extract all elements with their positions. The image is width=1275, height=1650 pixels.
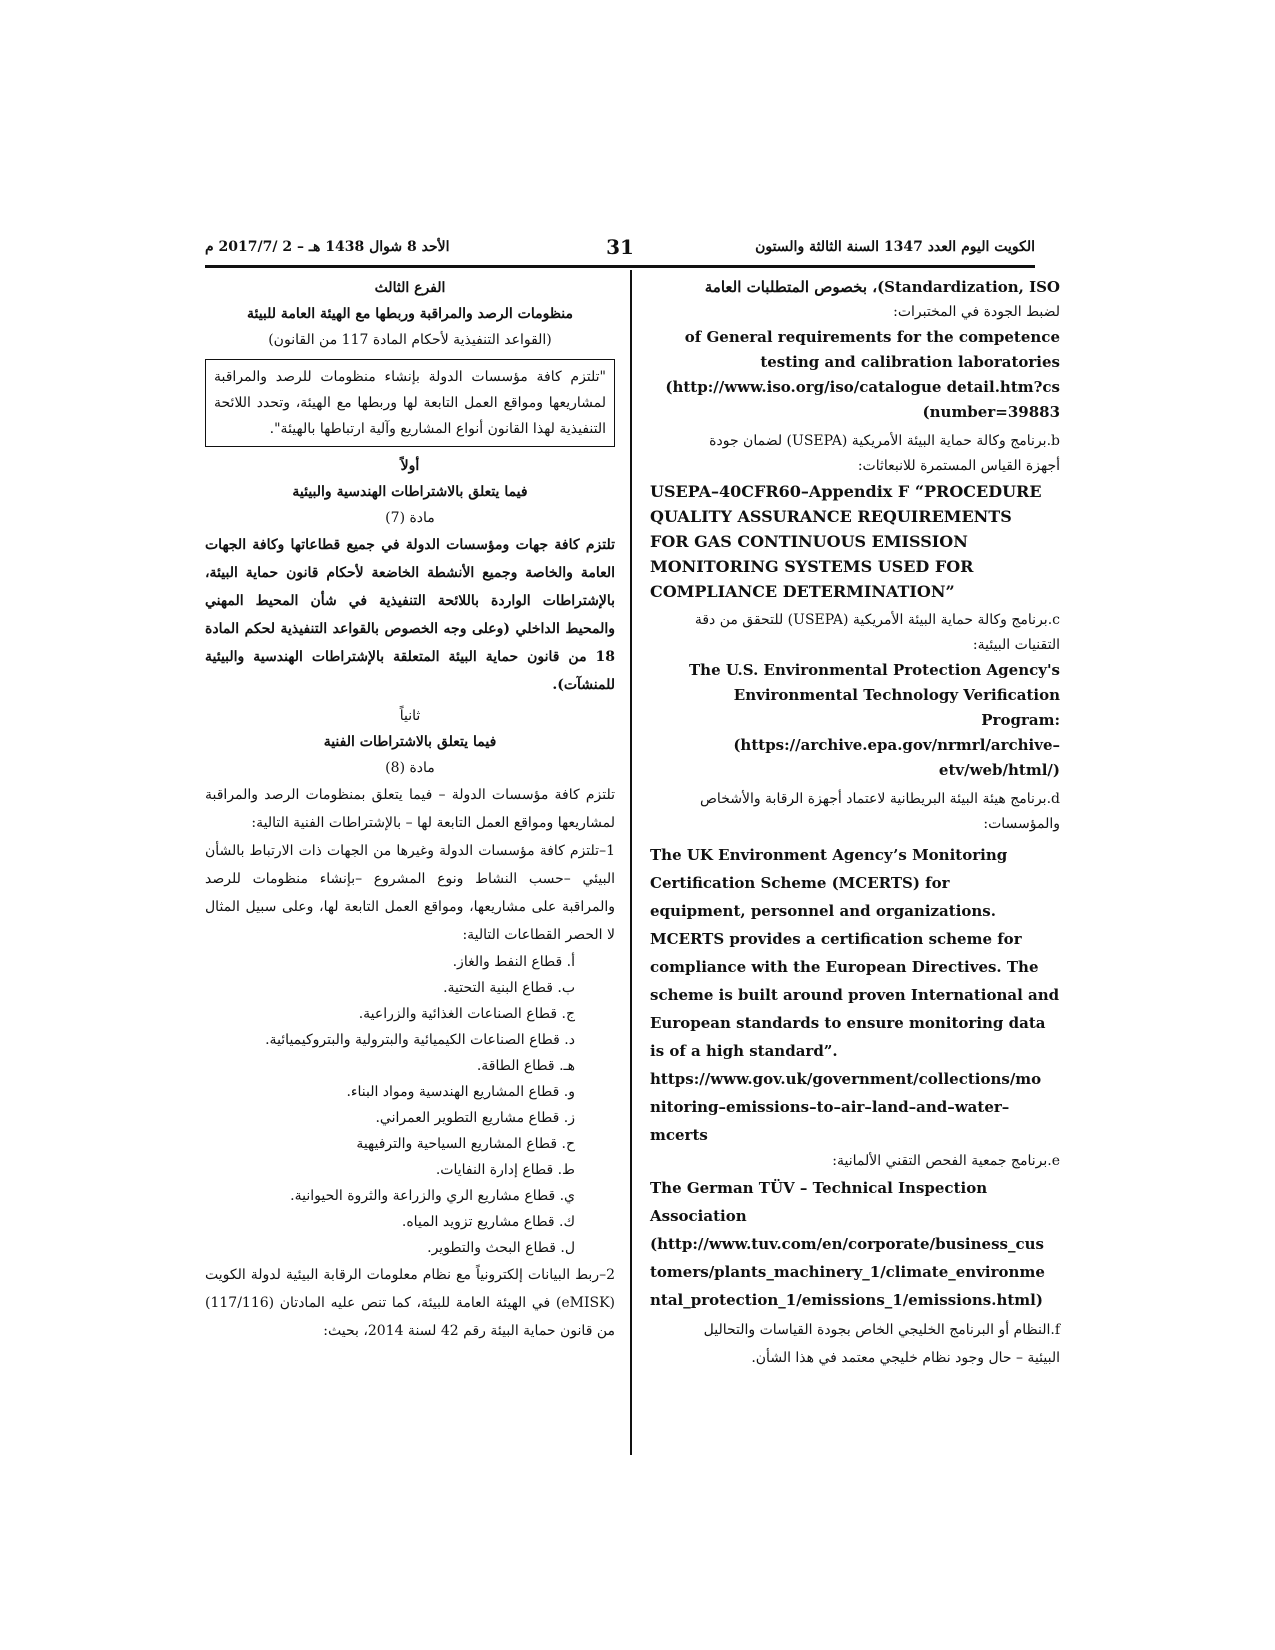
mcerts-2: Certification Scheme (MCERTS) for: [650, 874, 950, 892]
item-b-1: b.برنامج وكالة حماية البيئة الأمريكية (USEPA) لضمان جودة: [709, 433, 1060, 449]
mcerts-8: is of a high standard”.: [650, 1042, 838, 1060]
tuv-url-1: (http://www.tuv.com/en/corporate/business_cus: [650, 1235, 1044, 1253]
etv-2: Environmental Technology Verification: [733, 686, 1060, 704]
iso-intro: Standardization, ISO)، بخصوص المتطلبات العامة: [704, 278, 1060, 296]
list-item: ج. قطاع الصناعات الغذائية والزراعية.: [358, 1006, 575, 1022]
iso-title-2: testing and calibration laboratories: [760, 353, 1060, 371]
list-item: ي. قطاع مشاريع الري والزراعة والثروة الحيوانية.: [290, 1188, 575, 1204]
column-divider: [630, 270, 632, 1455]
article-7-heading: مادة (7): [385, 510, 435, 526]
list-item: ل. قطاع البحث والتطوير.: [427, 1240, 575, 1256]
section-subtitle: منظومات الرصد والمراقبة وربطها مع الهيئة العامة للبيئة: [246, 306, 574, 322]
first-title: فيما يتعلق بالاشتراطات الهندسية والبيئية: [292, 484, 528, 500]
mcerts-3: equipment, personnel and organizations.: [650, 902, 996, 920]
tuv-url-3: ntal_protection_1/emissions_1/emissions.html): [650, 1291, 1043, 1309]
item-f-2: البيئية – حال وجود نظام خليجي معتمد في هذا الشأن.: [751, 1350, 1060, 1366]
header-rule: [205, 265, 1035, 268]
list-item: ز. قطاع مشاريع التطوير العمراني.: [375, 1110, 575, 1126]
law-quote-box: "تلتزم كافة مؤسسات الدولة بإنشاء منظومات للرصد والمراقبة لمشاريعها ومواقع العمل التابعة لها وربطها مع الهيئة، وتحدد اللائحة التنفيذية لهذا القانون أنواع المشاريع وآلية ارتباطها بالهيئة".: [205, 359, 615, 447]
etv-3: Program:: [981, 711, 1060, 729]
item-c-2: التقنيات البيئية:: [972, 637, 1060, 653]
item-d-2: والمؤسسات:: [983, 816, 1060, 832]
sectors-list: [205, 949, 615, 1261]
iso-url-1: (http://www.iso.org/iso/catalogue detail.htm?cs: [665, 378, 1060, 396]
usepa-2: QUALITY ASSURANCE REQUIREMENTS: [650, 507, 1012, 526]
first-heading: أولاً: [400, 458, 420, 474]
etv-4: (https://archive.epa.gov/nrmrl/archive–: [733, 736, 1060, 754]
usepa-1: USEPA–40CFR60–Appendix F “PROCEDURE: [650, 482, 1042, 501]
etv-5: etv/web/html/): [938, 761, 1060, 779]
list-item: ك. قطاع مشاريع تزويد المياه.: [401, 1214, 575, 1230]
iso-intro-2: لضبط الجودة في المختبرات:: [893, 304, 1060, 320]
item-f-1: f.النظام أو البرنامج الخليجي الخاص بجودة القياسات والتحاليل: [703, 1322, 1060, 1338]
list-item: هـ. قطاع الطاقة.: [476, 1058, 575, 1074]
list-item: د. قطاع الصناعات الكيميائية والبترولية والبتروكيميائية.: [265, 1032, 575, 1048]
item-b-2: أجهزة القياس المستمرة للانبعاثات:: [857, 458, 1060, 474]
list-item: ط. قطاع إدارة النفايات.: [435, 1162, 575, 1178]
mcerts-url-3: mcerts: [650, 1126, 708, 1144]
tuv-1: The German TÜV – Technical Inspection: [650, 1179, 988, 1197]
mcerts-1: The UK Environment Agency’s Monitoring: [650, 846, 1008, 864]
tuv-url-2: tomers/plants_machinery_1/climate_environme: [650, 1263, 1045, 1281]
mcerts-6: scheme is built around proven International and: [650, 986, 1060, 1004]
mcerts-4: MCERTS provides a certification scheme for: [650, 930, 1022, 948]
etv-1: The U.S. Environmental Protection Agency's: [689, 661, 1060, 679]
article-8-item-1: 1–تلتزم كافة مؤسسات الدولة وغيرها من الجهات ذات الارتباط بالشأن البيئي –حسب النشاط ونوع المشروع –بإنشاء منظومات للرصد والمراقبة على مشاريعها، ومواقع العمل التابعة لها، وعلى سبيل المثال لا الحصر القطاعات التالية:: [205, 843, 615, 943]
left-column: [205, 275, 615, 1345]
item-c-1: c.برنامج وكالة حماية البيئة الأمريكية (USEPA) للتحقق من دقة: [694, 612, 1060, 628]
list-item: ب. قطاع البنية التحتية.: [443, 980, 575, 996]
usepa-3: FOR GAS CONTINUOUS EMISSION: [650, 532, 968, 551]
page-number: 31: [606, 235, 634, 259]
item-e: e.برنامج جمعية الفحص التقني الألمانية:: [832, 1153, 1060, 1169]
article-7-text: تلتزم كافة جهات ومؤسسات الدولة في جميع قطاعاتها وكافة الجهات العامة والخاصة وجميع الأنشطة الخاضعة لأحكام قانون حماية البيئة، بالإشتراطات الواردة باللائحة التنفيذية في شأن المحيط المهني والمحيط الداخلي (وعلى وجه الخصوص بالقواعد التنفيذية لحكم المادة 18 من قانون حماية البيئة المتعلقة بالإشتراطات الهندسية والبيئية للمنشآت).: [205, 537, 615, 693]
page-header: [205, 235, 1035, 265]
mcerts-5: compliance with the European Directives. The: [650, 958, 1039, 976]
right-column: [650, 275, 1060, 1373]
section-reference: (القواعد التنفيذية لأحكام المادة 117 من القانون): [268, 332, 552, 348]
iso-url-2: (number=39883: [922, 403, 1060, 421]
article-8-text: تلتزم كافة مؤسسات الدولة – فيما يتعلق بمنظومات الرصد والمراقبة لمشاريعها ومواقع العمل التابعة لها – بالإشتراطات الفنية التالية:: [205, 787, 615, 831]
usepa-4: MONITORING SYSTEMS USED FOR: [650, 557, 974, 576]
item-d-1: d.برنامج هيئة البيئة البريطانية لاعتماد أجهزة الرقابة والأشخاص: [700, 791, 1060, 807]
tuv-2: Association: [650, 1207, 747, 1225]
article-8-item-2: 2–ربط البيانات إلكترونياً مع نظام معلومات الرقابة البيئية لدولة الكويت (eMISK) في الهيئة العامة للبيئة، كما تنص عليه المادتان (117/116) من قانون حماية البيئة رقم 42 لسنة 2014، بحيث:: [205, 1267, 615, 1339]
issue-info: الكويت اليوم العدد 1347 السنة الثالثة والستون: [755, 239, 1035, 255]
list-item: و. قطاع المشاريع الهندسية ومواد البناء.: [346, 1084, 575, 1100]
usepa-5: COMPLIANCE DETERMINATION”: [650, 582, 955, 601]
second-title: فيما يتعلق بالاشتراطات الفنية: [323, 734, 497, 750]
section-title: الفرع الثالث: [374, 280, 446, 296]
list-item: أ. قطاع النفط والغاز.: [452, 954, 575, 970]
mcerts-url-1: https://www.gov.uk/government/collections/mo: [650, 1070, 1042, 1088]
article-8-heading: مادة (8): [385, 760, 435, 776]
mcerts-7: European standards to ensure monitoring data: [650, 1014, 1046, 1032]
mcerts-url-2: nitoring–emissions–to–air–land–and–water–: [650, 1098, 1010, 1116]
iso-title-1: of General requirements for the competence: [684, 328, 1060, 346]
issue-date: الأحد 8 شوال 1438 هـ – 2 /2017/7 م: [205, 239, 450, 255]
second-heading: ثانياً: [399, 708, 421, 724]
list-item: ح. قطاع المشاريع السياحية والترفيهية: [356, 1136, 575, 1152]
